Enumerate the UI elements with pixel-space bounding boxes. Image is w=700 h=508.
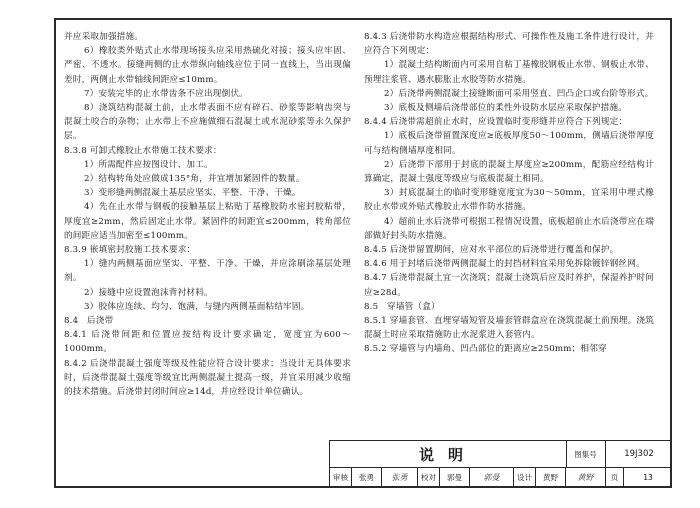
paragraph: 2）接缝中应设置泡沫背衬材料。 <box>84 287 213 298</box>
paragraph: 8.3.9 嵌填密封胶施工技术要求： <box>64 245 196 256</box>
reviewer-name: 张勇 <box>352 467 382 487</box>
design-label: 设计 <box>514 467 536 487</box>
paragraph: 1）混凝土结构断面内可采用自粘丁基橡胶钢板止水带、钢板止水带、预埋注浆管、遇水膨胀止水胶等防水措施。 <box>364 60 654 85</box>
sheet-title: 说明 <box>330 441 567 467</box>
paragraph: 8.4 后浇带 <box>64 316 114 327</box>
paragraph: 8.4.7 后浇带混凝土宜一次浇筑；混凝土浇筑后应及时养护，保湿养护时间应≥28d。 <box>364 273 654 298</box>
paragraph: 4）超前止水后浇带可根据工程情况设置，底板超前止水后浇带应在端部做好封头防水措施。 <box>364 216 654 241</box>
paragraph: 6）橡胶类外贴式止水带现场接头应采用热硫化对接；接头应牢固、严密、不透水。接缝两侧的止水带纵向轴线应位于同一直线上，当出现偏差时，两侧止水带轴线间距应≤10mm。 <box>64 46 351 85</box>
paragraph: 8.4.3 后浇带防水构造应根据结构形式、可操作性及施工条件进行设计，并应符合下列规定： <box>364 32 654 57</box>
proofer-signature: 郭曼 <box>470 467 514 487</box>
paragraph: 7）安装完毕的止水带齿条不应出现倒伏。 <box>84 88 248 99</box>
paragraph: 3）胶体应连续、均匀、饱满，与缝内两侧基面粘结牢固。 <box>84 301 310 312</box>
paragraph: 8.4.2 后浇带混凝土强度等级及性能应符合设计要求；当设计无具体要求时，后浇带混凝土强度等级宜比两侧混凝土提高一级，并宜采用减少收缩的技术措施。后浇带封闭时间应≥14d，并应经设计单位确认。 <box>64 358 351 398</box>
reviewer-signature: 张勇 <box>382 467 418 487</box>
paragraph: 8.4.4 后浇带需超前止水时，应设置临时变形缝并应符合下列规定： <box>364 117 628 128</box>
atlas-number: 19J302 <box>624 449 654 459</box>
right-text-column <box>364 30 654 357</box>
title-block <box>329 440 672 488</box>
paragraph: 1）缝内两侧基面应坚实、平整、干净、干燥，并应涂刷涂基层处理剂。 <box>64 259 351 284</box>
designer-signature: 黄野 <box>566 467 606 487</box>
designer-name: 黄野 <box>536 467 566 487</box>
paragraph: 8.3.8 可卸式橡胶止水带施工技术要求： <box>64 145 222 156</box>
paragraph: 1）底板后浇带留置深度应≥底板厚度50～100mm，侧墙后浇带厚度可与结构侧墙厚度相同。 <box>364 131 654 156</box>
proof-label: 校对 <box>418 467 440 487</box>
left-text-column <box>64 30 351 399</box>
atlas-number-label: 图集号 <box>566 441 606 467</box>
paragraph: 3）封底混凝土的临时变形缝宽度宜为30～50mm，宜采用中埋式橡胶止水带或外贴式橡胶止水带作防水措施。 <box>364 188 654 213</box>
paragraph: 8.4.1 后浇带间距和位置应按结构设计要求确定，宽度宜为600～1000mm。 <box>64 330 351 355</box>
paragraph: 1）所需配件应按图设计、加工。 <box>84 159 213 170</box>
paragraph: 2）后浇带两侧混凝土接缝断面可采用竖直、凹凸企口或台阶等形式。 <box>384 88 654 99</box>
paragraph: 2）结构转角处应做成135°角，并宜增加紧固件的数量。 <box>84 174 305 185</box>
paragraph: 并应采取加强措施。 <box>64 32 144 42</box>
page-number: 13 <box>643 472 653 482</box>
paragraph: 3）变形缝两侧混凝土基层应坚实、平整、干净、干燥。 <box>84 188 301 199</box>
paragraph: 8）浇筑结构混凝土前，止水带表面不应有碎石、砂浆等影响齿突与混凝土咬合的杂物；止水带上不应施做细石混凝土或水泥砂浆等永久保护层。 <box>64 103 351 142</box>
title-block-top-row <box>330 441 672 468</box>
page-label: 页 <box>606 467 624 487</box>
paragraph: 3）底板及侧墙后浇带部位的柔性外设防水层应采取保护措施。 <box>384 103 628 114</box>
paragraph: 8.5 穿墙管（盒） <box>364 301 440 312</box>
paragraph: 8.4.5 后浇带留置期间，应对水平部位的后浇带进行覆盖和保护。 <box>364 245 619 256</box>
review-label: 审核 <box>330 467 352 487</box>
paragraph: 4）先在止水带与钢板的接触基层上粘贴丁基橡胶防水密封胶粘带，厚度宜≥2mm，然后固定止水带。紧固件的间距宜≤200mm，转角部位的间距应适当加密至≤100mm。 <box>64 202 351 241</box>
paragraph: 8.4.6 用于封堵后浇带两侧混凝土的封挡材料宜采用免拆除镀锌钢丝网。 <box>364 259 645 270</box>
proofer-name: 郭曼 <box>440 467 470 487</box>
paragraph: 8.5.1 穿墙套管、直埋穿墙短管及墙套管群盒应在浇筑混凝土前预埋。浇筑混凝土时应采取措施防止水泥浆进入套管内。 <box>364 316 654 341</box>
title-block-bottom-row <box>330 467 672 487</box>
paragraph: 8.5.2 穿墙管与内墙角、凹凸部位的距离应≥250mm；相邻穿 <box>364 344 607 355</box>
paragraph: 2）后浇带下部用于封底的混凝土厚度应≥200mm，配筋应经结构计算确定，混凝土强度等级应与底板混凝土相同。 <box>364 159 654 185</box>
